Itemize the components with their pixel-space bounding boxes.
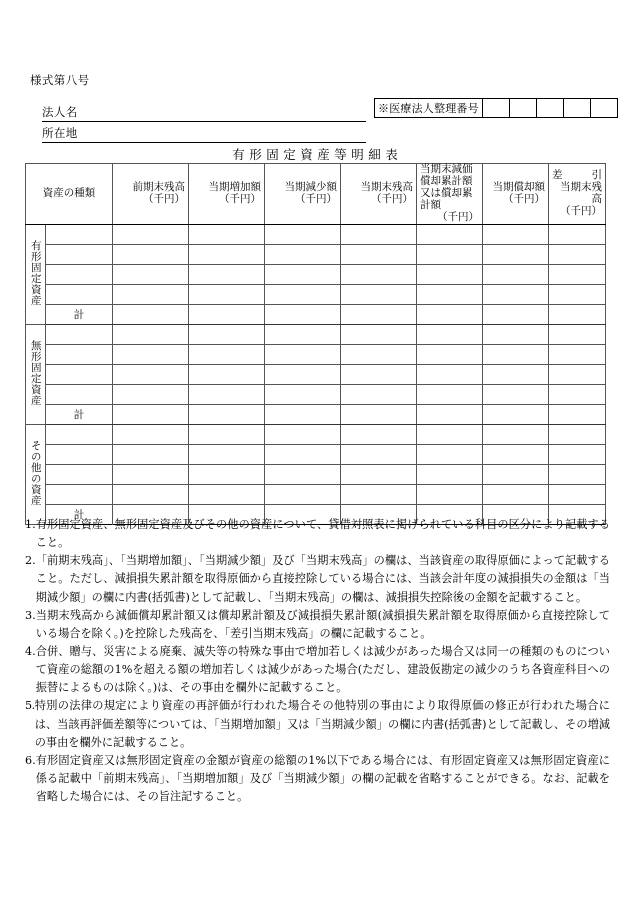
total-accum-dep-cell[interactable]	[417, 405, 483, 425]
header-net-right: 引	[591, 169, 602, 182]
header-decrease-text: 当期減少額	[284, 181, 337, 194]
increase-cell[interactable]	[189, 265, 265, 285]
increase-cell[interactable]	[189, 425, 265, 445]
asset-name-cell[interactable]	[46, 485, 113, 505]
accum-dep-cell[interactable]	[417, 365, 483, 385]
increase-cell[interactable]	[189, 365, 265, 385]
prev-balance-cell[interactable]	[113, 245, 189, 265]
end-balance-cell[interactable]	[341, 225, 417, 245]
note-item	[25, 607, 610, 643]
table-total-row[interactable]	[26, 405, 606, 425]
asset-name-cell[interactable]	[46, 385, 113, 405]
dep-amount-cell[interactable]	[483, 245, 549, 265]
net-balance-cell[interactable]	[549, 325, 606, 345]
note-item	[25, 643, 610, 697]
note-item	[25, 752, 610, 806]
total-net-balance-cell[interactable]	[549, 405, 606, 425]
accum-dep-cell[interactable]	[417, 265, 483, 285]
increase-cell[interactable]	[189, 325, 265, 345]
net-balance-cell[interactable]	[549, 485, 606, 505]
header-net-left: 差	[552, 169, 563, 182]
increase-cell[interactable]	[189, 465, 265, 485]
end-balance-cell[interactable]	[341, 385, 417, 405]
header-increase-unit: （千円）	[219, 193, 261, 205]
address-field[interactable]	[42, 126, 366, 143]
header-dep-amount-text: 当期償却額	[492, 181, 545, 194]
dep-amount-cell[interactable]	[483, 425, 549, 445]
header-accum-dep-unit: （千円）	[437, 210, 479, 223]
accum-dep-cell[interactable]	[417, 285, 483, 305]
note-text: 有形固定資産、無形固定資産及びその他の資産について、貸借対照表に掲げられている科目の区分により記載すること。	[35, 518, 610, 550]
header-end-balance-text: 当期末残高	[360, 181, 413, 194]
registry-number-cell[interactable]	[510, 99, 537, 117]
registry-number-cell[interactable]	[483, 99, 510, 117]
header-accum-dep-line2: 償却累計額	[420, 175, 473, 188]
note-text: 当期末残高から減価償却累計額又は償却累計額及び減損損失累計額(減損損失累計額を取得原価から直接控除している場合を除く。)を控除した残高を、「差引当期末残高」の欄に記載すること。	[35, 608, 610, 640]
decrease-cell[interactable]	[265, 485, 341, 505]
total-label-cell: 計	[46, 305, 113, 325]
total-dep-amount-cell[interactable]	[483, 305, 549, 325]
note-number: 6.	[25, 753, 36, 767]
table-header-row	[26, 164, 606, 225]
total-increase-cell[interactable]	[189, 405, 265, 425]
decrease-cell[interactable]	[265, 245, 341, 265]
table-row[interactable]	[26, 325, 606, 345]
accum-dep-cell[interactable]	[417, 345, 483, 365]
registry-number-box	[374, 98, 618, 118]
note-item	[25, 552, 610, 606]
table-body	[26, 225, 606, 525]
prev-balance-cell[interactable]	[113, 365, 189, 385]
header-depreciation-amount	[483, 164, 549, 225]
decrease-cell[interactable]	[265, 345, 341, 365]
dep-amount-cell[interactable]	[483, 485, 549, 505]
header-increase	[189, 164, 265, 225]
note-number: 4.	[25, 644, 36, 658]
registry-number-cell[interactable]	[591, 99, 617, 117]
decrease-cell[interactable]	[265, 465, 341, 485]
notes-list	[25, 516, 610, 806]
note-item	[25, 697, 610, 751]
end-balance-cell[interactable]	[341, 345, 417, 365]
decrease-cell[interactable]	[265, 445, 341, 465]
net-balance-cell[interactable]	[549, 425, 606, 445]
prev-balance-cell[interactable]	[113, 345, 189, 365]
dep-amount-cell[interactable]	[483, 345, 549, 365]
header-prev-balance-text: 前期末残高	[132, 181, 185, 194]
total-prev-balance-cell[interactable]	[113, 305, 189, 325]
table-row[interactable]	[26, 285, 606, 305]
total-label-cell: 計	[46, 405, 113, 425]
total-end-balance-cell[interactable]	[341, 405, 417, 425]
prev-balance-cell[interactable]	[113, 385, 189, 405]
table-total-row[interactable]	[26, 305, 606, 325]
prev-balance-cell[interactable]	[113, 225, 189, 245]
end-balance-cell[interactable]	[341, 465, 417, 485]
table-row[interactable]	[26, 245, 606, 265]
end-balance-cell[interactable]	[341, 425, 417, 445]
table-row[interactable]	[26, 345, 606, 365]
dep-amount-cell[interactable]	[483, 465, 549, 485]
asset-name-cell[interactable]	[46, 365, 113, 385]
end-balance-cell[interactable]	[341, 265, 417, 285]
note-text: 有形固定資産又は無形固定資産の金額が資産の総額の1%以下である場合には、有形固定資産又は無形固定資産に係る記載中「前期末残高」、「当期増加額」及び「当期減少額」の欄の記載を省略することができる。なお、記載を省略した場合には、その旨注記すること。	[35, 753, 610, 804]
header-accum-dep-line4: 計額	[420, 198, 441, 211]
table-row[interactable]	[26, 225, 606, 245]
asset-name-cell[interactable]	[46, 225, 113, 245]
registry-number-label: ※医療法人整理番号	[375, 99, 483, 117]
increase-cell[interactable]	[189, 345, 265, 365]
end-balance-cell[interactable]	[341, 445, 417, 465]
end-balance-cell[interactable]	[341, 245, 417, 265]
increase-cell[interactable]	[189, 285, 265, 305]
note-text: 「前期末残高」、「当期増加額」、「当期減少額」及び「当期末残高」の欄は、当該資産の取得原価によって記載すること。ただし、減損損失累計額を取得原価から直接控除している場合には、当該会計年度の減損損失の金額は「当期減少額」の欄に内書(括弧書)として記載し、「当期末残高」の欄は、減損損失控除後の金額を記載すること。	[35, 554, 610, 604]
total-dep-amount-cell[interactable]	[483, 405, 549, 425]
prev-balance-cell[interactable]	[113, 425, 189, 445]
note-number: 2.	[25, 554, 36, 568]
end-balance-cell[interactable]	[341, 285, 417, 305]
address-label: 所在地	[42, 125, 78, 143]
corporation-name-input[interactable]	[78, 108, 366, 122]
prev-balance-cell[interactable]	[113, 265, 189, 285]
end-balance-cell[interactable]	[341, 325, 417, 345]
end-balance-cell[interactable]	[341, 485, 417, 505]
accum-dep-cell[interactable]	[417, 385, 483, 405]
total-net-balance-cell[interactable]	[549, 305, 606, 325]
net-balance-cell[interactable]	[549, 345, 606, 365]
dep-amount-cell[interactable]	[483, 325, 549, 345]
net-balance-cell[interactable]	[549, 225, 606, 245]
asset-name-cell[interactable]	[46, 245, 113, 265]
registry-number-cell[interactable]	[537, 99, 564, 117]
increase-cell[interactable]	[189, 485, 265, 505]
net-balance-cell[interactable]	[549, 245, 606, 265]
decrease-cell[interactable]	[265, 285, 341, 305]
accum-dep-cell[interactable]	[417, 325, 483, 345]
net-balance-cell[interactable]	[549, 465, 606, 485]
note-number: 5.	[25, 699, 35, 713]
header-accum-dep-line1: 当期末減価	[420, 163, 473, 176]
decrease-cell[interactable]	[265, 325, 341, 345]
net-balance-cell[interactable]	[549, 365, 606, 385]
prev-balance-cell[interactable]	[113, 485, 189, 505]
accum-dep-cell[interactable]	[417, 445, 483, 465]
table-row[interactable]	[26, 365, 606, 385]
header-net-end-balance	[549, 164, 606, 225]
dep-amount-cell[interactable]	[483, 385, 549, 405]
decrease-cell[interactable]	[265, 365, 341, 385]
group-label-tangible: 有形固定資産	[26, 225, 46, 325]
dep-amount-cell[interactable]	[483, 225, 549, 245]
table-row[interactable]	[26, 445, 606, 465]
increase-cell[interactable]	[189, 245, 265, 265]
dep-amount-cell[interactable]	[483, 285, 549, 305]
increase-cell[interactable]	[189, 385, 265, 405]
header-prev-balance-unit: （千円）	[143, 193, 185, 205]
group-label-intangible: 無形固定資産	[26, 325, 46, 425]
header-net-unit: （千円）	[560, 204, 602, 217]
header-end-balance-unit: （千円）	[371, 193, 413, 205]
end-balance-cell[interactable]	[341, 365, 417, 385]
decrease-cell[interactable]	[265, 425, 341, 445]
prev-balance-cell[interactable]	[113, 465, 189, 485]
header-decrease	[265, 164, 341, 225]
form-number: 様式第八号	[30, 73, 90, 87]
table-title: 有形固定資産等明細表	[232, 147, 403, 162]
net-balance-cell[interactable]	[549, 385, 606, 405]
note-item	[25, 516, 610, 552]
asset-name-cell[interactable]	[46, 325, 113, 345]
asset-name-cell[interactable]	[46, 265, 113, 285]
decrease-cell[interactable]	[265, 385, 341, 405]
total-end-balance-cell[interactable]	[341, 305, 417, 325]
group-label-other: その他の資産	[26, 425, 46, 525]
asset-name-cell[interactable]	[46, 445, 113, 465]
accum-dep-cell[interactable]	[417, 245, 483, 265]
asset-detail-table	[25, 163, 605, 525]
asset-name-cell[interactable]	[46, 425, 113, 445]
table-row[interactable]	[26, 385, 606, 405]
header-dep-amount-unit: （千円）	[503, 193, 545, 205]
accum-dep-cell[interactable]	[417, 425, 483, 445]
table-row[interactable]	[26, 485, 606, 505]
accum-dep-cell[interactable]	[417, 465, 483, 485]
dep-amount-cell[interactable]	[483, 365, 549, 385]
asset-name-cell[interactable]	[46, 345, 113, 365]
header-end-balance	[341, 164, 417, 225]
net-balance-cell[interactable]	[549, 285, 606, 305]
dep-amount-cell[interactable]	[483, 445, 549, 465]
header-decrease-unit: （千円）	[295, 193, 337, 205]
registry-number-cell[interactable]	[564, 99, 591, 117]
asset-name-cell[interactable]	[46, 465, 113, 485]
note-number: 3.	[25, 608, 36, 622]
decrease-cell[interactable]	[265, 265, 341, 285]
accum-dep-cell[interactable]	[417, 485, 483, 505]
decrease-cell[interactable]	[265, 225, 341, 245]
total-prev-balance-cell[interactable]	[113, 405, 189, 425]
dep-amount-cell[interactable]	[483, 265, 549, 285]
total-decrease-cell[interactable]	[265, 305, 341, 325]
net-balance-cell[interactable]	[549, 265, 606, 285]
note-number: 1.	[25, 518, 36, 531]
table-row[interactable]	[26, 425, 606, 445]
prev-balance-cell[interactable]	[113, 285, 189, 305]
note-text: 特別の法律の規定により資産の再評価が行われた場合その他特別の事由により取得原価の修正が行われた場合には、当該再評価差額等については、「当期増加額」又は「当期減少額」の欄に内書(括弧書)として記載し、その増減の事由を欄外に記載すること。	[34, 699, 610, 749]
header-accumulated-depreciation	[417, 164, 483, 225]
header-accum-dep-line3: 又は償却累	[420, 187, 473, 200]
total-increase-cell[interactable]	[189, 305, 265, 325]
header-increase-text: 当期増加額	[208, 181, 261, 194]
asset-name-cell[interactable]	[46, 285, 113, 305]
prev-balance-cell[interactable]	[113, 325, 189, 345]
table-row[interactable]	[26, 465, 606, 485]
total-label-cell: 計	[46, 505, 113, 525]
header-asset-type	[26, 164, 113, 225]
increase-cell[interactable]	[189, 225, 265, 245]
total-decrease-cell[interactable]	[265, 405, 341, 425]
header-asset-type-text: 資産の種類	[42, 187, 96, 200]
prev-balance-cell[interactable]	[113, 445, 189, 465]
note-text: 合併、贈与、災害による廃棄、滅失等の特殊な事由で増加若しくは減少があった場合又は同一の種類のものについて資産の総額の1%を超える額の増加若しくは減少があった場合(ただし、建設仮勘定の減少のうち各資産科目への振替によるものは除く。)は、その事由を欄外に記載すること。	[35, 644, 610, 695]
address-input[interactable]	[78, 129, 366, 143]
corporation-name-field[interactable]	[42, 105, 366, 122]
net-balance-cell[interactable]	[549, 445, 606, 465]
header-prev-balance	[113, 164, 189, 225]
increase-cell[interactable]	[189, 445, 265, 465]
total-accum-dep-cell[interactable]	[417, 305, 483, 325]
table-row[interactable]	[26, 265, 606, 285]
header-net-main: 当期末残高	[560, 181, 602, 205]
corporation-name-label: 法人名	[42, 104, 78, 122]
accum-dep-cell[interactable]	[417, 225, 483, 245]
